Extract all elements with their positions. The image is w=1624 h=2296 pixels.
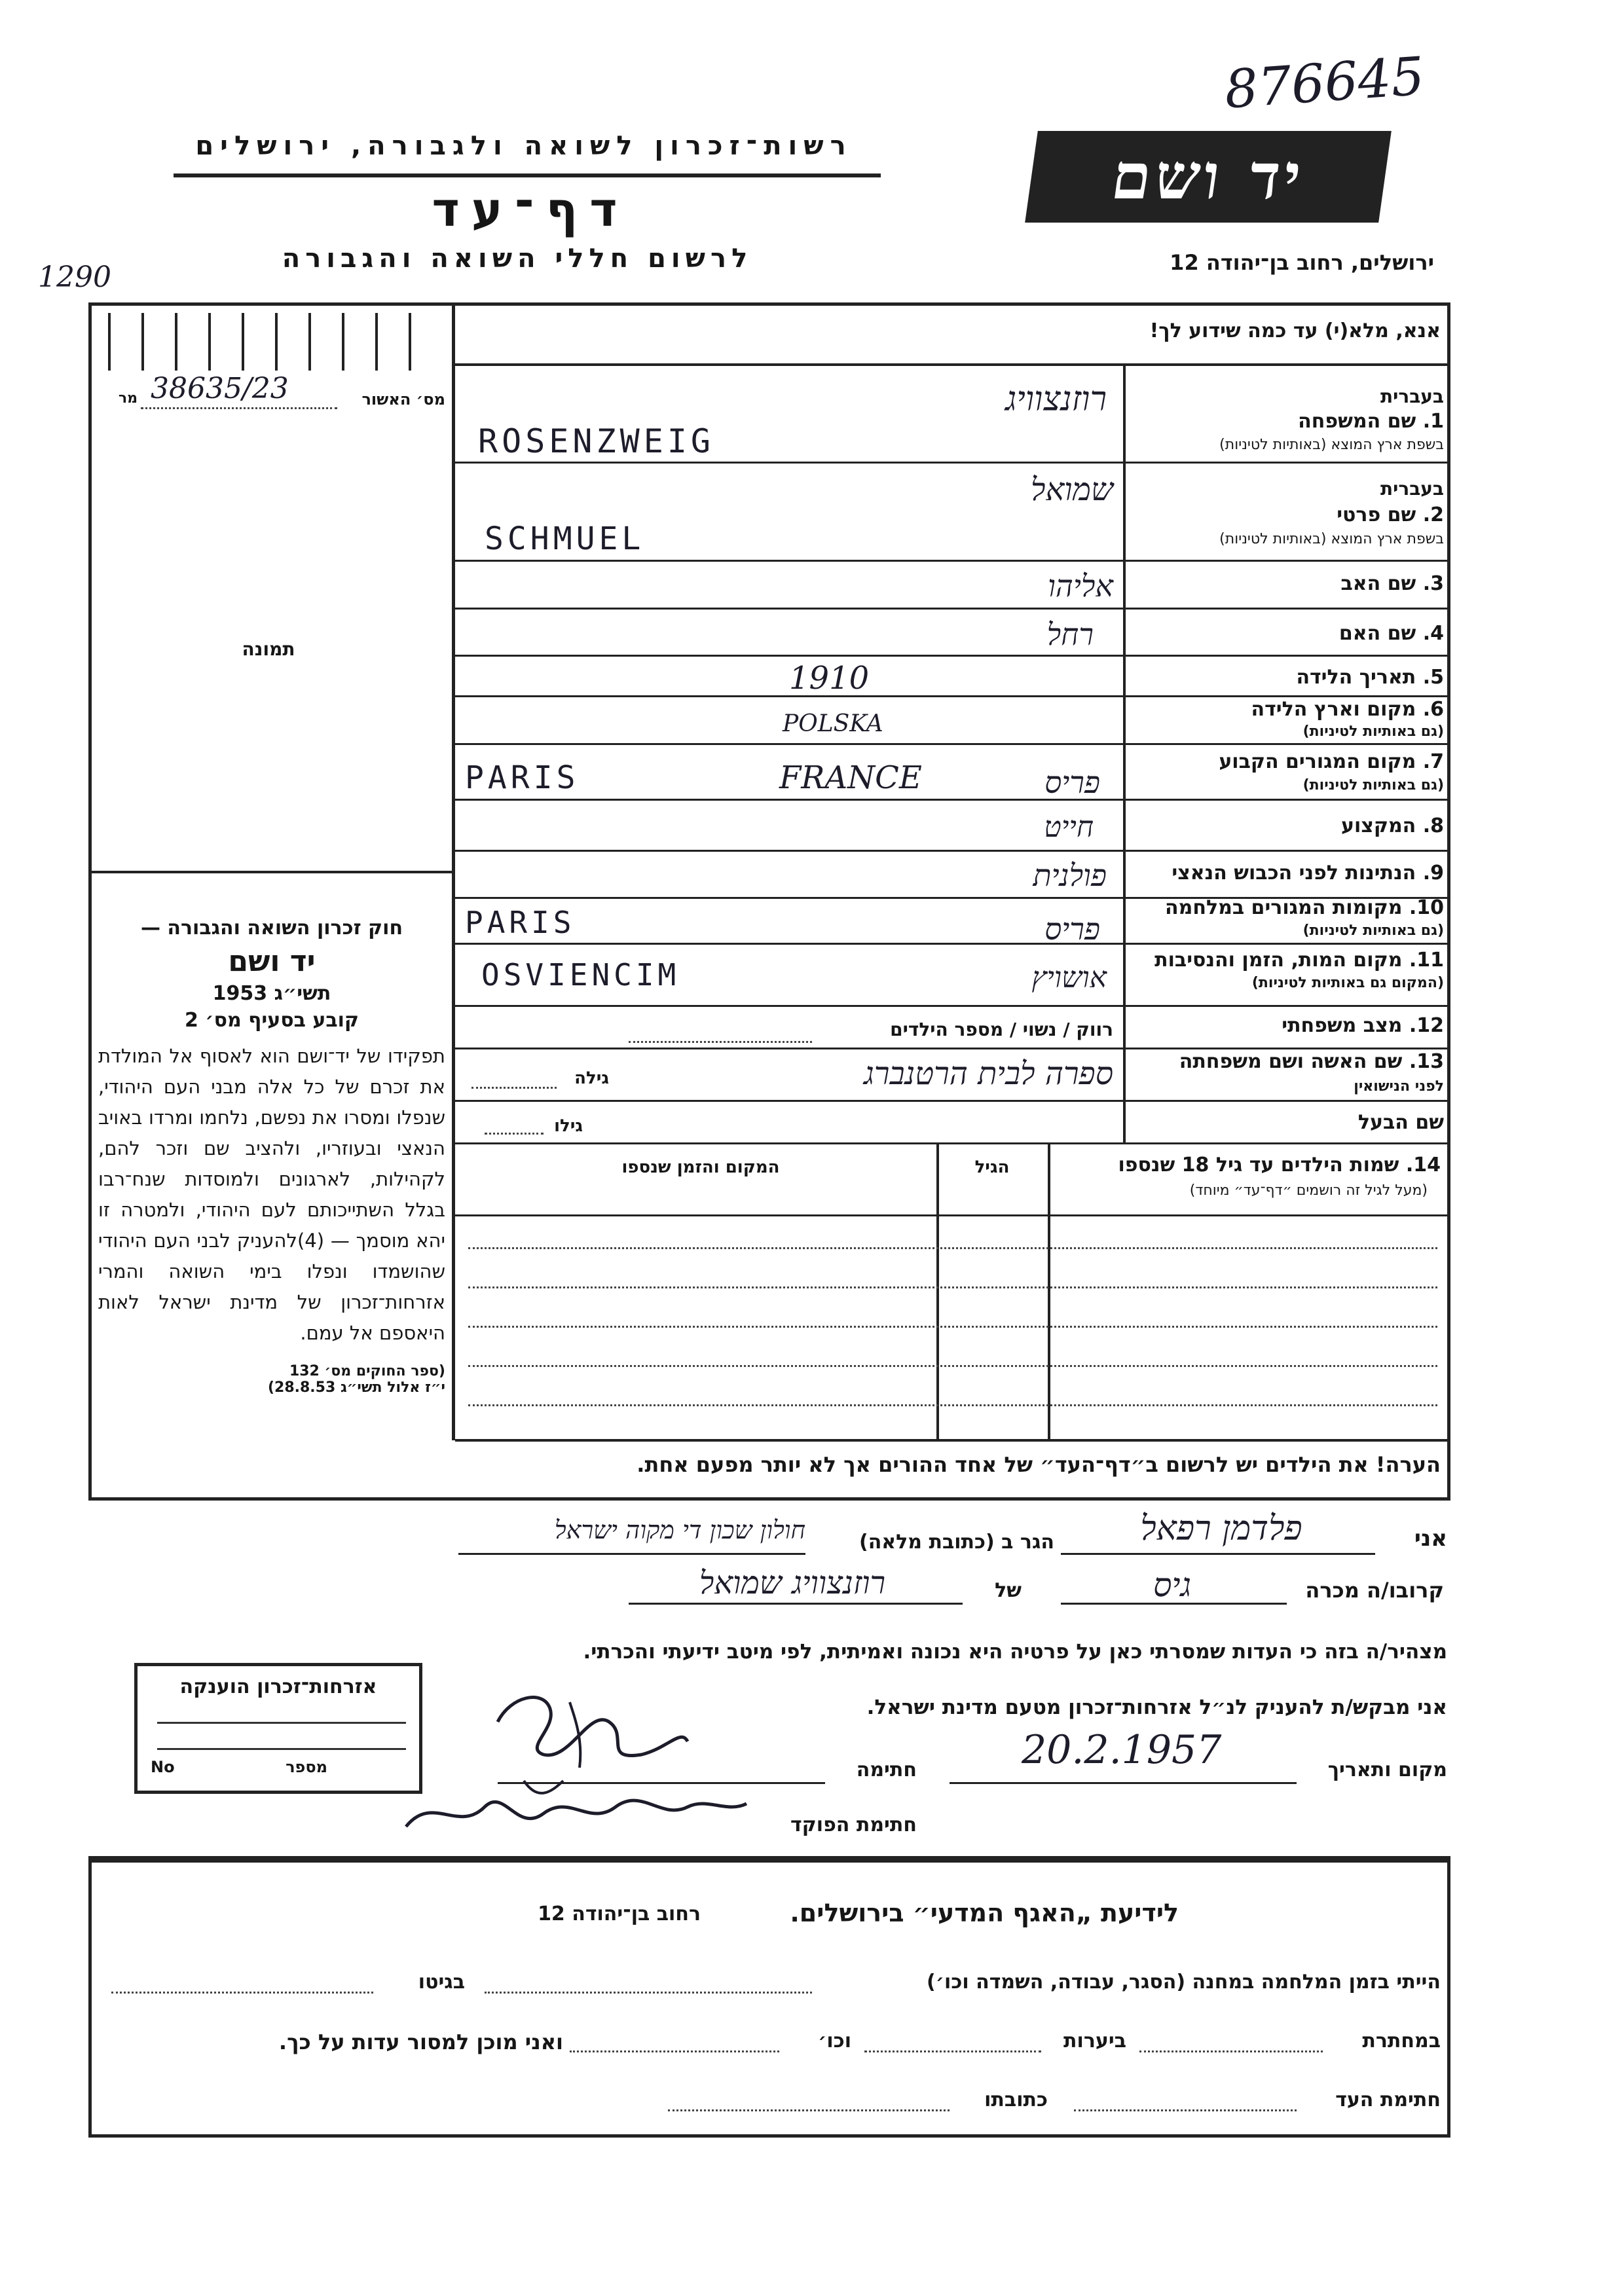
citizenship-number-label: מספר [286, 1758, 327, 1776]
f10-hebrew-value: פריס [1044, 911, 1100, 947]
f13-label: 13. שם האשה ושם משפחתה [1179, 1050, 1444, 1073]
photo-label: תמונה [242, 638, 295, 660]
f8-label: 8. המקצוע [1341, 814, 1444, 837]
photo-box-bottom [88, 871, 454, 873]
row-line-1 [455, 462, 1123, 464]
f9-value: פולנית [1033, 858, 1107, 893]
f14-divider-a [1048, 1144, 1050, 1439]
instruction: אנא, מלא(י) עד כמה שידוע לך! [1149, 319, 1441, 342]
of-line [629, 1603, 963, 1605]
footer-line2-dots-c [570, 2050, 779, 2052]
resides-label: הגר ב (כתובת מלאה) [858, 1531, 1054, 1554]
date-line [950, 1782, 1297, 1784]
declaration-text: מצהיר/ה בזה כי העדות שמסרתי כאן על פרטיה היא נכונה ואמיתית, לפי מיטב ידיעתי והכרתי. [583, 1640, 1447, 1664]
husband-label: שם הבעל [1357, 1111, 1444, 1134]
f1-hebrew-value: רוזנצוויג [1005, 380, 1107, 419]
request-text: אני מבקש/ת להעניק לנ״ל אזרחות־זכרון מטעם מדינת ישראל. [866, 1696, 1447, 1719]
f4-label: 4. שם האם [1338, 622, 1444, 645]
citizenship-title: אזרחות־זכרון הוענקה [179, 1675, 377, 1698]
cert-number-boxes [108, 313, 442, 371]
footer-line3-a: חתימת העד [1335, 2088, 1441, 2111]
footer-line3-b: כתובתו [984, 2088, 1048, 2111]
relation-label: קרובו/ה מכרה [1305, 1578, 1444, 1603]
f11-hebrew-value: אושויץ [1031, 961, 1107, 994]
authority-name: רשות־זכרון לשואה ולגבורה, ירושלים [195, 131, 853, 161]
age-dotted [471, 1087, 557, 1089]
f14-label: 14. שמות הילדים עד גיל 18 שנספו [1118, 1154, 1441, 1176]
age-label: גילה [574, 1068, 609, 1088]
place-date-label: מקום ותאריך [1327, 1758, 1447, 1781]
f7-country-value: FRANCE [779, 759, 922, 796]
f10-latin-value: PARIS [465, 905, 576, 940]
authority-underline [174, 173, 881, 177]
officer-signature [393, 1768, 760, 1853]
f10-label: 10. מקומות המגורים במלחמה [1165, 896, 1444, 919]
law-section: קובע בסעיף מס׳ 2 [184, 1009, 360, 1032]
f7-city-value: PARIS [465, 759, 580, 796]
cert-prefix: מר [118, 390, 138, 407]
f6-value: POLSKA [783, 710, 883, 737]
f5-label: 5. תאריך הלידה [1296, 666, 1444, 689]
f6-sub: (גם באותיות לטיניות) [1302, 723, 1444, 740]
husband-dotted [485, 1133, 544, 1135]
footer-line2-c: וכו׳ [818, 2030, 851, 2052]
f7-sub: (גם באותיות לטיניות) [1302, 777, 1444, 793]
margin-number: 1290 [38, 261, 111, 294]
footer-line1-a: הייתי בזמן המלחמה במחנה (הסגר, עבודה, השמדה וכו׳) [927, 1971, 1441, 1994]
hebrew-tag-2: בעברית [1380, 478, 1444, 500]
f14-header-line [455, 1214, 1450, 1216]
form-subtitle: לרשום חללי השואה והגבורה [282, 244, 753, 274]
footer-heading: לידיעת „האגף המדעי״ בירושלים. [790, 1899, 1179, 1927]
f9-label: 9. הנתינות לפני הכבוש הנאצי [1172, 862, 1444, 884]
relation-value: גיס [1153, 1566, 1192, 1604]
of-label: של [995, 1579, 1022, 1602]
footer-heading-address: רחוב בן־יהודה 12 [538, 1903, 701, 1925]
f2-latin-value: SCHMUEL [485, 520, 645, 557]
f13-value: ספרה לבית הרטנברג [864, 1055, 1113, 1092]
f2-label: 2. שם פרטי [1337, 503, 1444, 526]
footer-line2-a: במחתרת [1362, 2030, 1441, 2052]
f10-sub: (גם באותיות לטיניות) [1302, 922, 1444, 939]
law-source: (ספר החוקים מס׳ 132 [289, 1363, 445, 1379]
f2-hebrew-value: שמואל [1031, 471, 1113, 508]
f12-dotted [629, 1041, 812, 1043]
logo-text: יד ושם [1107, 139, 1310, 213]
f4-value: רחל [1046, 617, 1094, 652]
law-title: חוק זכרון השואה והגבורה — [140, 917, 403, 939]
f14-row-5 [468, 1404, 1437, 1406]
f14-row-3 [468, 1326, 1437, 1328]
f14-row-1 [468, 1247, 1437, 1249]
law-block [98, 917, 445, 1396]
f13-sub: לפני הנישואין [1354, 1078, 1444, 1095]
declarant-name-line [1061, 1553, 1375, 1555]
declarant-name: פלדמן רפאל [1140, 1509, 1302, 1548]
footer-line2-dots-b [864, 2050, 1041, 2052]
of-name: רוזנצוויג שמואל [699, 1565, 886, 1601]
f6-label: 6. מקום וארץ הלידה [1251, 698, 1444, 721]
law-name: יד ושם [228, 945, 316, 978]
declarant-address: חולון שכון די מקוה ישראל [554, 1516, 805, 1544]
note-top-line [455, 1439, 1450, 1442]
f14-row-2 [468, 1286, 1437, 1288]
f11-latin-value: OSVIENCIM [481, 957, 680, 993]
f7-label: 7. מקום המגורים הקבוע [1219, 750, 1444, 773]
footer-line2-dots-a [1139, 2050, 1323, 2052]
label-column-divider [1123, 363, 1126, 1142]
law-date: י״ז אלול תשי״ג 28.8.53) [267, 1379, 445, 1396]
col-age: הגיל [974, 1157, 1010, 1177]
address-line [458, 1553, 805, 1555]
law-year: תשי״ג 1953 [212, 982, 331, 1005]
f1-label: 1. שם המשפחה [1298, 410, 1444, 433]
declarant-i-label: אני [1414, 1525, 1447, 1552]
citizenship-no-mark: No [151, 1758, 175, 1776]
officer-label: חתימת הפוקד [790, 1813, 917, 1836]
field-labels [1130, 363, 1444, 1142]
footer-line1-dots-a [485, 1992, 812, 1994]
f7-hebrew-value: פריס [1044, 765, 1100, 800]
cert-number: 38635/23 [151, 372, 289, 405]
hebrew-tag-1: בעברית [1380, 386, 1444, 407]
f3-label: 3. שם האב [1340, 572, 1444, 595]
f14-divider-b [936, 1144, 939, 1439]
f12-label: 12. מצב משפחתי [1282, 1014, 1444, 1037]
f14-sub: (מעל לגיל זה רושמים ״דף־עד״ מיוחד) [1189, 1182, 1428, 1199]
f1-latin-value: ROSENZWEIG [478, 422, 715, 460]
footer-line1-dots-b [111, 1992, 373, 1994]
declaration-date: 20.2.1957 [1022, 1727, 1222, 1773]
his-age-label: גילו [554, 1116, 583, 1136]
col-place: המקום והזמן שנספו [621, 1157, 780, 1177]
footer-line1-b: בגיטו [418, 1971, 465, 1994]
f1-sub: בשפת ארץ המוצא (באותיות לטיניות) [1219, 437, 1444, 453]
footer-line2-d: ואני מוכן למסור עדות על כך. [278, 2030, 563, 2054]
f2-sub: בשפת ארץ המוצא (באותיות לטיניות) [1219, 531, 1444, 547]
form-title: דף־עד [432, 182, 629, 237]
footer-line2-b: ביערות [1063, 2030, 1126, 2052]
f3-value: אליהו [1048, 568, 1113, 604]
footer-line3-dots-a [1074, 2109, 1297, 2111]
note: הערה! את הילדים יש לרשום ב״דף־העד״ של אחד ההורים אך לא יותר מפעם אחת. [637, 1452, 1441, 1477]
header-address: ירושלים, רחוב בן־יהודה 12 [1170, 250, 1434, 275]
cert-dotted [141, 407, 337, 409]
sign-label: חתימה [856, 1758, 917, 1781]
law-text: תפקידו של יד־ושם הוא לאסוף אל המולדת את זכרם של כל אלה מבני העם היהודי, שנפלו ומסרו את נפשם, נלחמו ומרדו באויב הנאצי ובעוזריו, ולהציב שם וזכר להם, לקהילות, לארגונים ולמוסדות שנח־רבו בגלל השתייכותם לעם היהודי, ולמטרה זו יהא מוסמך — (4)להעניק לבני העם היהודי שהושמדו ונפלו בימי השואה והמרי אזרחות־זכרון של מדינת ישראל לאות היאספם אל עמם. [98, 1045, 445, 1344]
f12-value: רווק / נשוי / מספר הילדים [890, 1019, 1113, 1040]
row-line-14 [455, 1142, 1450, 1144]
footer-line3-dots-b [668, 2109, 950, 2111]
citizenship-box [134, 1663, 422, 1794]
f14-row-4 [468, 1365, 1437, 1367]
f5-value: 1910 [789, 660, 870, 697]
yad-vashem-logo [1025, 131, 1392, 223]
cert-label: מס׳ האשור [361, 390, 445, 409]
f11-label: 11. מקום המות, הזמן והנסיבות [1154, 949, 1444, 972]
archive-number: 876645 [1223, 45, 1427, 120]
f11-sub: (המקום גם באותיות לטיניות) [1251, 975, 1444, 991]
f8-value: חייט [1044, 811, 1094, 844]
